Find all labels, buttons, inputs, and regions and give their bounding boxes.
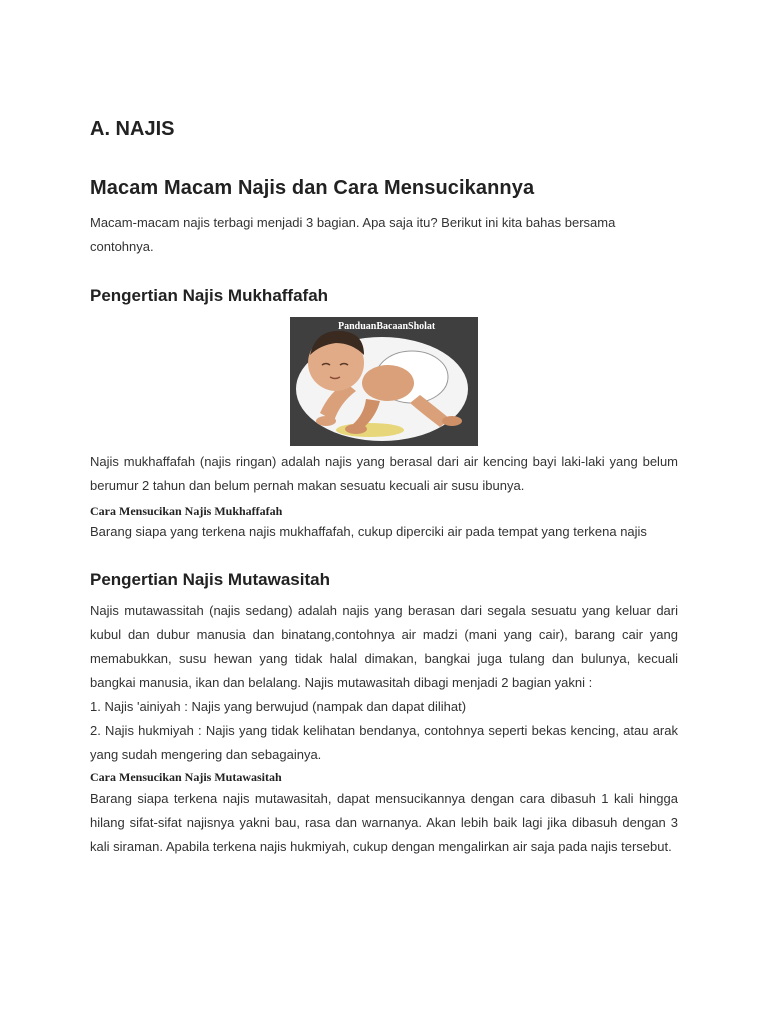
baby-illustration (290, 317, 478, 446)
list-item: 2. Najis hukmiyah : Najis yang tidak kelihatan bendanya, contohnya seperti bekas kencing, atau arak yang sudah mengering dan sebagainya. (90, 723, 678, 762)
baby-crawling-image (290, 317, 478, 446)
section-heading-mutawasitah: Pengertian Najis Mutawasitah (90, 570, 330, 589)
mutawasitah-body (90, 599, 678, 767)
mutawasitah-cara: Barang siapa terkena najis mutawasitah, dapat mensucikannya dengan cara dibasuh 1 kali hingga hilang sifat-sifat najisnya yakni bau, rasa dan warnanya. Akan lebih baik lagi jika dibasuh dengan 3 kali siraman. Apabila terkena najis hukmiyah, cukup dengan mengalirkan air saja pada najis tersebut. (90, 791, 678, 854)
intro-paragraph: Macam-macam najis terbagi menjadi 3 bagian. Apa saja itu? Berikut ini kita bahas bersama contohnya. (90, 215, 616, 254)
image-watermark: PanduanBacaanSholat (338, 321, 436, 332)
mukhaffafah-paragraph: Najis mukhaffafah (najis ringan) adalah najis yang berasal dari air kencing bayi laki-laki yang belum berumur 2 tahun dan belum pernah makan sesuatu kecuali air susu ibunya. (90, 454, 678, 493)
sub-heading: Macam Macam Najis dan Cara Mensucikannya (90, 177, 535, 199)
list-item: 1. Najis 'ainiyah : Najis yang berwujud (nampak dan dapat dilihat) (90, 699, 467, 714)
main-heading: A. NAJIS (90, 118, 175, 140)
mutawasitah-caption: Cara Mensucikan Najis Mutawasitah (90, 770, 282, 784)
mukhaffafah-caption: Cara Mensucikan Najis Mukhaffafah (90, 504, 283, 518)
mutawasitah-paragraph: Najis mutawassitah (najis sedang) adalah najis yang berasan dari segala sesuatu yang keluar dari kubul dan dubur manusia dan binatang,contohnya air madzi (mani yang cair), barang cair yang memabukkan, susu hewan yang tidak halal dimakan, bangkai juga tulang dan bulunya, kecuali bangkai manusia, ikan dan belalang. Najis mutawasitah dibagi menjadi 2 bagian yakni : (90, 603, 678, 690)
mukhaffafah-cara: Barang siapa yang terkena najis mukhaffafah, cukup diperciki air pada tempat yang terkena najis (90, 524, 647, 539)
section-heading-mukhaffafah: Pengertian Najis Mukhaffafah (90, 286, 329, 305)
